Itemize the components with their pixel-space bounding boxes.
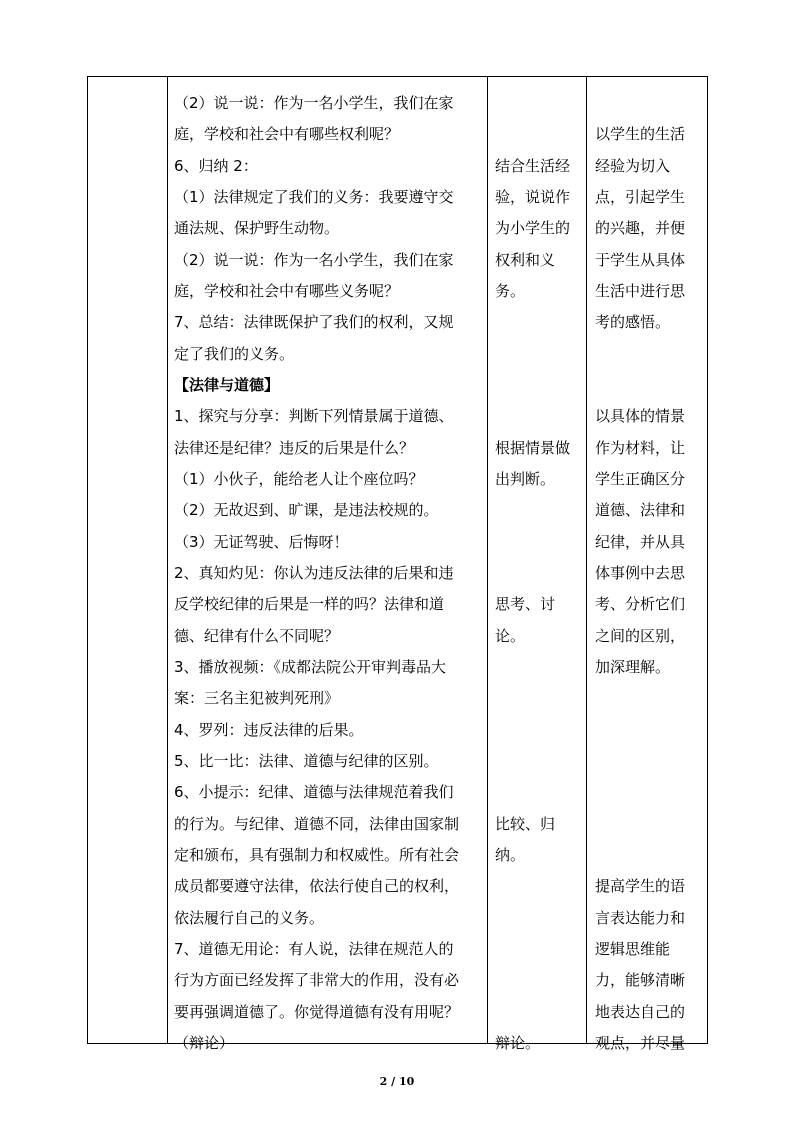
- activity-line: 6、小提示：纪律、道德与法律规范着我们: [174, 783, 454, 802]
- design-intent-line: 道德、法律和: [595, 501, 686, 520]
- activity-line: （2）说一说：作为一名小学生，我们在家: [174, 94, 454, 112]
- design-intent-line: 纪律，并从具: [595, 532, 686, 551]
- design-intent-line: 作为材料，让: [595, 438, 686, 457]
- student-activity-line: 根据情景做: [495, 438, 571, 457]
- student-activities-cell: [488, 77, 587, 1052]
- design-intent-line: 点，引起学生: [595, 187, 686, 206]
- activity-line: 定和颁布，具有强制力和权威性。所有社会: [174, 845, 460, 864]
- activity-line: 要再强调道德了。你觉得道德有没有用呢？: [174, 1002, 460, 1021]
- activity-line: 7、总结：法律既保护了我们的权利，又规: [174, 313, 454, 332]
- activity-line: （3）无证驾驶、后悔呀！: [174, 532, 349, 551]
- student-activity-line: 思考、讨: [495, 595, 556, 614]
- table-row: [88, 77, 708, 1044]
- lesson-plan-table: [87, 76, 708, 1052]
- activity-line: 依法履行自己的义务。: [174, 908, 325, 927]
- activity-line: 3、播放视频：《成都法院公开审判毒品大: [174, 657, 447, 676]
- design-intent-line: 于学生从具体: [595, 250, 686, 269]
- design-intent-line: 观点，并尽量: [595, 1033, 686, 1052]
- activity-line: 定了我们的义务。: [174, 344, 295, 363]
- design-intent-line: 考、分析它们: [595, 595, 686, 614]
- section-heading-law-and-morality: 【法律与道德】: [174, 375, 280, 394]
- design-intent-cell: [587, 77, 708, 1052]
- design-intent-line: 经验为切入: [595, 156, 671, 175]
- activity-line: （2）说一说：作为一名小学生，我们在家: [174, 250, 454, 269]
- activity-line: 的行为。与纪律、道德不同，法律由国家制: [174, 814, 460, 833]
- design-intent-line: 之间的区别，: [595, 626, 686, 645]
- design-intent-line: 地表达自己的: [595, 1002, 686, 1021]
- design-intent-line: 逻辑思维能: [595, 939, 671, 958]
- activity-line: 6、归纳 2：: [174, 156, 258, 175]
- activity-line: 庭，学校和社会中有哪些义务呢？: [174, 281, 400, 300]
- student-activity-line: 验，说说作: [495, 187, 571, 206]
- activity-line: （1）法律规定了我们的义务：我要遵守交: [174, 187, 454, 206]
- design-intent-line: 加深理解。: [595, 657, 671, 676]
- design-intent-line: 以学生的生活: [595, 125, 686, 144]
- design-intent-line: 力，能够清晰: [595, 971, 686, 990]
- student-activity-line: 权利和义: [495, 250, 556, 269]
- student-activity-line: 结合生活经: [495, 156, 571, 175]
- activity-line: 行为方面已经发挥了非常大的作用，没有必: [174, 971, 460, 990]
- activity-line: 德、纪律有什么不同呢？: [174, 626, 340, 645]
- activity-line: 反学校纪律的后果是一样的吗？法律和道: [174, 595, 445, 614]
- activity-line: 1、探究与分享：判断下列情景属于道德、: [174, 407, 454, 426]
- design-intent-line: 提高学生的语: [595, 877, 686, 896]
- student-activity-line: 为小学生的: [495, 219, 571, 238]
- activity-line: 5、比一比：法律、道德与纪律的区别。: [174, 751, 439, 770]
- design-intent-line: 的兴趣，并便: [595, 219, 686, 238]
- student-activity-line: 务。: [495, 281, 526, 300]
- activity-line: 法律还是纪律？违反的后果是什么？: [174, 438, 415, 457]
- activity-line: 4、罗列：违反法律的后果。: [174, 720, 364, 739]
- design-intent-line: 体事例中去思: [595, 563, 686, 582]
- activity-line: 庭，学校和社会中有哪些权利呢？: [174, 125, 400, 144]
- teaching-activities-cell: [168, 77, 488, 1052]
- page-number: 2 / 10: [379, 1075, 415, 1088]
- student-activity-line: 纳。: [495, 845, 526, 864]
- activity-line: 通法规、保护野生动物。: [174, 219, 340, 238]
- student-activity-line: 论。: [495, 626, 526, 645]
- design-intent-line: 学生正确区分: [595, 469, 686, 488]
- design-intent-line: 考的感悟。: [595, 313, 671, 332]
- activity-line: （2）无故迟到、旷课，是违法校规的。: [174, 501, 439, 520]
- activity-line: 2、真知灼见：你认为违反法律的后果和违: [174, 563, 454, 582]
- activity-line: 成员都要遵守法律，依法行使自己的权利，: [174, 877, 460, 896]
- activity-line: （1）小伙子，能给老人让个座位吗？: [174, 469, 424, 488]
- student-activity-line: 比较、归: [495, 814, 556, 833]
- student-activity-line: 辩论。: [495, 1033, 541, 1052]
- stage-column-cell: [88, 77, 168, 1044]
- student-activity-line: 出判断。: [495, 469, 556, 488]
- activity-line: 7、道德无用论：有人说，法律在规范人的: [174, 939, 454, 958]
- design-intent-line: 生活中进行思: [595, 281, 686, 300]
- design-intent-line: 言表达能力和: [595, 908, 686, 927]
- design-intent-line: 以具体的情景: [595, 407, 686, 426]
- activity-line: （辩论）: [174, 1033, 235, 1052]
- activity-line: 案：三名主犯被判死刑》: [174, 689, 340, 708]
